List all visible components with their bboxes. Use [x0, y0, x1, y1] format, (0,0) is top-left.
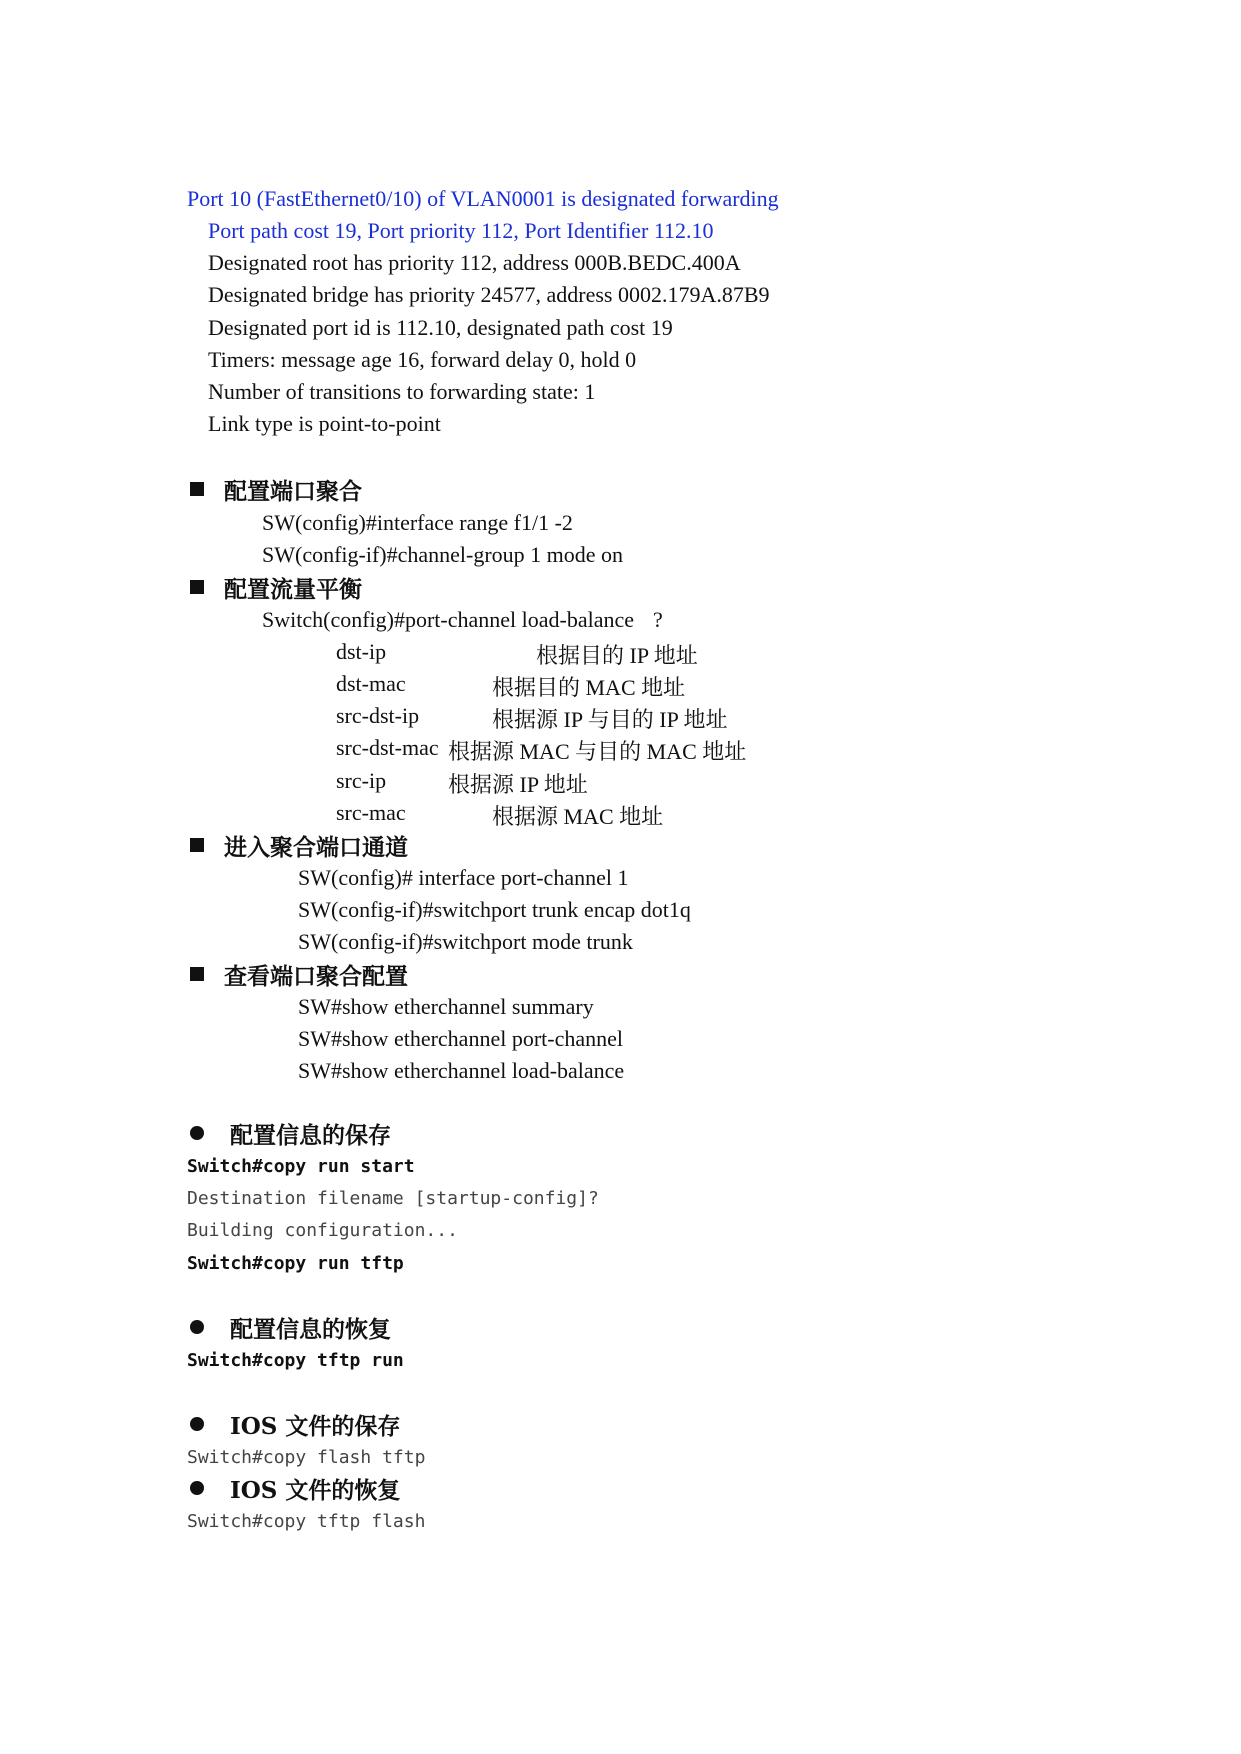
lb-option-desc: 根据源 IP 地址	[448, 772, 588, 797]
round-bullet-icon	[190, 1481, 204, 1495]
square-bullet-icon	[190, 967, 204, 981]
lb-option-desc: 根据源 IP 与目的 IP 地址	[492, 707, 728, 732]
round-bullet-icon	[190, 1126, 204, 1140]
square-bullet-icon	[190, 482, 204, 496]
stp-transitions-line: Number of transitions to forwarding state: 1	[208, 379, 596, 404]
lb-option-key: src-dst-ip	[336, 703, 420, 728]
lb-option-desc: 根据源 MAC 地址	[492, 804, 664, 829]
stp-bridge-line: Designated bridge has priority 24577, address 0002.179A.87B9	[208, 282, 770, 307]
stp-linktype-line: Link type is point-to-point	[208, 411, 441, 436]
pc-cmd-mode: SW(config-if)#switchport mode trunk	[298, 929, 633, 954]
heading-load-balance: 配置流量平衡	[224, 576, 362, 603]
ios-restore-cmd: Switch#copy tftp flash	[187, 1511, 426, 1532]
save-cmd-copy-run-start: Switch#copy run start	[187, 1156, 415, 1177]
view-cmd-port-channel: SW#show etherchannel port-channel	[298, 1026, 623, 1051]
view-cmd-load-balance: SW#show etherchannel load-balance	[298, 1058, 625, 1083]
lb-option-desc: 根据源 MAC 与目的 MAC 地址	[448, 739, 747, 764]
heading-view-aggregation: 查看端口聚合配置	[224, 963, 408, 990]
view-cmd-summary: SW#show etherchannel summary	[298, 994, 594, 1019]
save-destination-prompt: Destination filename [startup-config]?	[187, 1188, 599, 1209]
heading-ios-save: IOS 文件的保存	[230, 1413, 401, 1440]
lb-question-mark: ?	[653, 607, 663, 632]
round-bullet-icon	[190, 1417, 204, 1431]
heading-config-restore: 配置信息的恢复	[230, 1316, 391, 1343]
pc-cmd-interface: SW(config)# interface port-channel 1	[298, 865, 629, 890]
stp-port-line: Port 10 (FastEthernet0/10) of VLAN0001 is designated forwarding	[187, 186, 779, 211]
heading-config-save: 配置信息的保存	[230, 1122, 391, 1149]
lb-option-key: dst-ip	[336, 639, 387, 664]
save-cmd-copy-run-tftp: Switch#copy run tftp	[187, 1253, 404, 1274]
lb-option-key: src-dst-mac	[336, 735, 439, 760]
lb-option-key: src-mac	[336, 800, 406, 825]
lb-cmd: Switch(config)#port-channel load-balance	[262, 607, 635, 632]
square-bullet-icon	[190, 838, 204, 852]
lb-option-key: src-ip	[336, 768, 387, 793]
stp-cost-line: Port path cost 19, Port priority 112, Port Identifier 112.10	[208, 218, 714, 243]
stp-root-line: Designated root has priority 112, address 000B.BEDC.400A	[208, 250, 741, 275]
save-building-output: Building configuration...	[187, 1220, 458, 1241]
restore-cmd-copy-tftp-run: Switch#copy tftp run	[187, 1350, 404, 1371]
ios-save-cmd: Switch#copy flash tftp	[187, 1447, 426, 1468]
lb-option-desc: 根据目的 IP 地址	[536, 643, 698, 668]
lb-option-desc: 根据目的 MAC 地址	[492, 675, 686, 700]
heading-ios-restore: IOS 文件的恢复	[230, 1477, 401, 1504]
agg-cmd-range: SW(config)#interface range f1/1 -2	[262, 510, 573, 535]
square-bullet-icon	[190, 580, 204, 594]
agg-cmd-channel-group: SW(config-if)#channel-group 1 mode on	[262, 542, 624, 567]
lb-option-key: dst-mac	[336, 671, 406, 696]
stp-portid-line: Designated port id is 112.10, designated path cost 19	[208, 315, 673, 340]
pc-cmd-encap: SW(config-if)#switchport trunk encap dot1q	[298, 897, 691, 922]
round-bullet-icon	[190, 1320, 204, 1334]
heading-port-aggregation: 配置端口聚合	[224, 478, 362, 505]
stp-timers-line: Timers: message age 16, forward delay 0, hold 0	[208, 347, 637, 372]
heading-port-channel: 进入聚合端口通道	[224, 834, 408, 861]
